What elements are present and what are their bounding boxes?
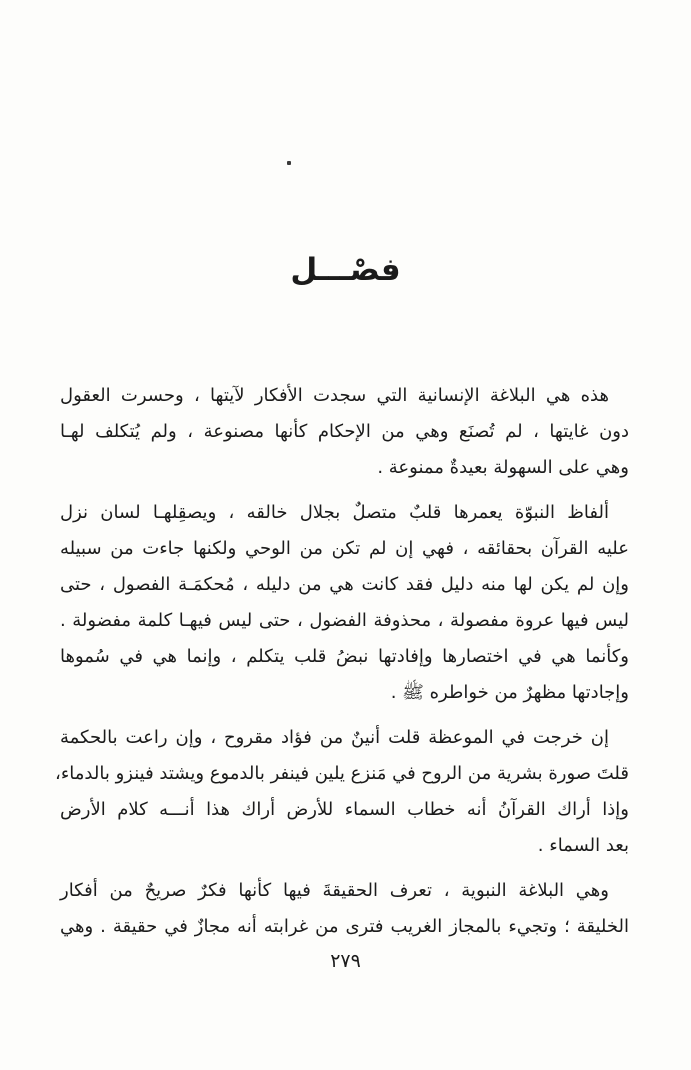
text-block [55,378,629,954]
text-line: وهي البلاغة النبوية ، تعرف الحقيقةَ فيها كأنها فكرٌ صريحٌ من أفكار [60,880,609,901]
text-line: ألفاظ النبوّة يعمرها قلبٌ متصلٌ بجلال خالقه ، ويصقِلهـا لسان نزل [60,502,609,523]
text-line: وهي على السهولة بعيدةٌ ممنوعة . [377,457,629,478]
text-line: بعد السماء . [537,835,629,856]
paragraph [60,495,629,711]
paragraph [60,873,629,945]
paragraph [55,720,629,864]
text-line: ليس فيها عروة مفصولة ، محذوفة الفضول ، حتى ليس فيهـا كلمة مفضولة . [60,610,629,631]
scan-speck [287,161,291,165]
text-line: إن خرجت في الموعظة قلت أنينٌ من فؤاد مقروح ، وإن راعت بالحكمة [60,727,609,748]
text-line: قلتَ صورة بشرية من الروح في مَنزع يلين فينفر بالدموع ويشتد فينزو بالدماء، [55,763,629,784]
page-number: ٢٧٩ [330,950,361,972]
text-line: وكأنما هي في اختصارها وإفادتها نبضُ قلب يتكلم ، وإنما هي في سُموها [60,646,629,667]
text-line: دون غايتها ، لم تُصنَع وهي من الإحكام كأنها مصنوعة ، ولم يُتكلف لهـا [60,421,629,442]
text-line: عليه القرآن بحقائقه ، فهي إن لم تكن من الوحي ولكنها جاءت من سبيله [60,538,629,559]
paragraph [60,378,629,486]
section-heading: فصْـــل [290,252,401,288]
text-line: هذه هي البلاغة الإنسانية التي سجدت الأفكار لآيتها ، وحسرت العقول [60,385,609,406]
text-line: وإذا أراك القرآنُ أنه خطاب السماء للأرض أراك هذا أنـــه كلام الأرض [60,799,629,820]
text-line: الخليقة ؛ وتجيء بالمجاز الغريب فترى من غرابته أنه مجازٌ في حقيقة . وهي [60,916,629,937]
text-line: وإجادتها مظهرٌ من خواطره ﷺ . [390,682,629,703]
text-line: وإن لم يكن لها منه دليل فقد كانت هي من دليله ، مُحكمَـة الفصول ، حتى [60,574,629,595]
